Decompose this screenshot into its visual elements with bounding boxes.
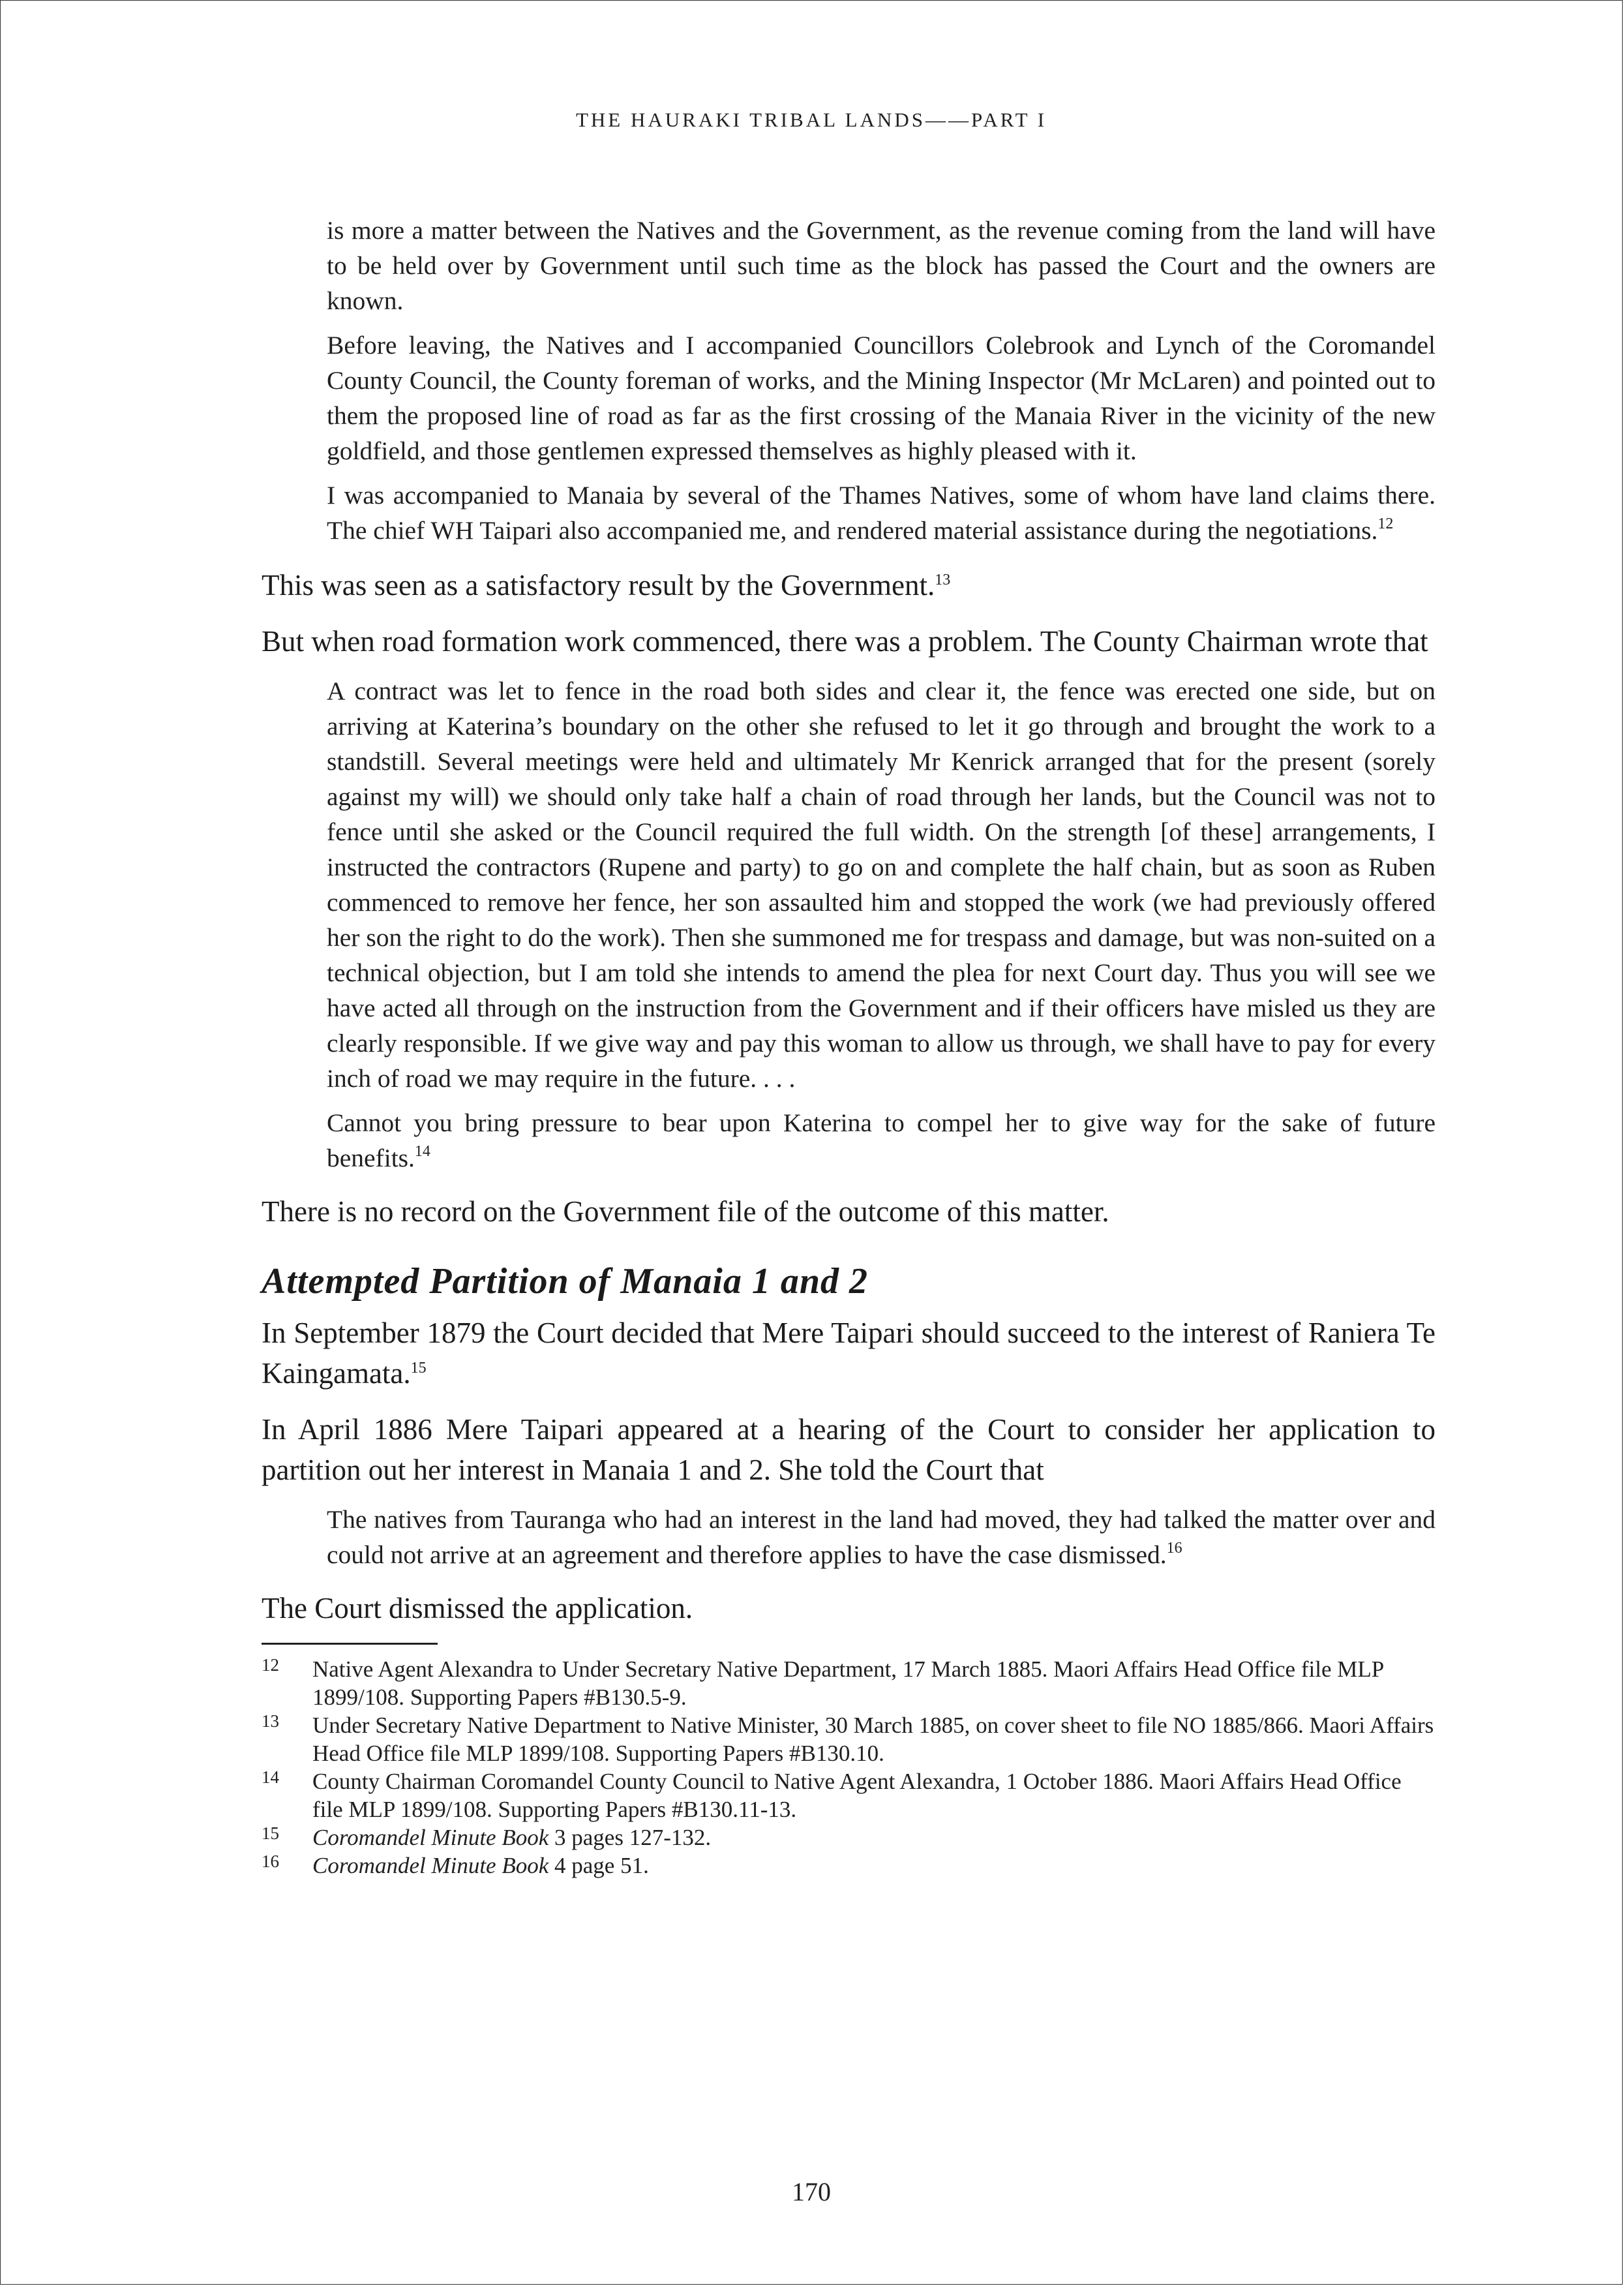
footnote-source-title: Coromandel Minute Book xyxy=(312,1825,549,1850)
footnote xyxy=(262,1767,1436,1823)
footnote-ref[interactable]: 16 xyxy=(1166,1540,1182,1557)
body-text: In April 1886 Mere Taipari appeared at a hearing of the Court to consider her application to partition out her interest in Manaia 1 and 2. She told the Court that xyxy=(262,1413,1436,1486)
footnote xyxy=(262,1852,1436,1880)
block-quote-paragraph xyxy=(327,1105,1436,1176)
footnotes xyxy=(262,1655,1436,1880)
quote-text: Before leaving, the Natives and I accompanied Councillors Colebrook and Lynch of the Coromandel County Council, the County foreman of works, and the Mining Inspector (Mr McLaren) and pointed out to them the proposed line of road as far as the first crossing of the Manaia River in the vicinity of the new goldfield, and those gentlemen expressed themselves as highly pleased with it. xyxy=(327,331,1436,465)
body-paragraph xyxy=(262,565,1436,605)
footnote-text: 3 pages 127-132. xyxy=(549,1825,712,1850)
quote-text: A contract was let to fence in the road both sides and clear it, the fence was erected one side, but on arriving at Katerina’s boundary on the other she refused to let it go through and brought the work to a standstill. Several meetings were held and ultimately Mr Kenrick arranged that for the present (sorely against my will) we should only take half a chain of road through her lands, but the Council was not to fence until she asked or the Council required the full width. On the strength [of these] arrangements, I instructed the contractors (Rupene and party) to go on and complete the half chain, but as soon as Ruben commenced to remove her fence, her son assaulted him and stopped the work (we had previously offered her son the right to do the work). Then she summoned me for trespass and damage, but was non-suited on a technical objection, but I am told she intends to amend the plea for next Court day. Thus you will see we have acted all through on the instruction from the Government and if their officers have misled us they are clearly responsible. If we give way and pay this woman to allow us through, we shall have to pay for every inch of road we may require in the future. . . . xyxy=(327,677,1436,1093)
section-heading: Attempted Partition of Manaia 1 and 2 xyxy=(262,1261,868,1302)
footnote-ref[interactable]: 13 xyxy=(935,572,951,588)
block-quote-paragraph xyxy=(327,213,1436,318)
body-text: But when road formation work commenced, there was a problem. The County Chairman wrote that xyxy=(262,625,1428,658)
running-head: THE HAURAKI TRIBAL LANDS——PART I xyxy=(575,108,1047,131)
footnote xyxy=(262,1711,1436,1767)
block-quote-paragraph xyxy=(327,673,1436,1096)
block-quote-paragraph xyxy=(327,1502,1436,1572)
quote-text: I was accompanied to Manaia by several of the Thames Natives, some of whom have land claims there. The chief WH Taipari also accompanied me, and rendered material assistance during the negotiations. xyxy=(327,481,1436,545)
footnote-ref[interactable]: 12 xyxy=(1377,515,1394,532)
footnote-text: Native Agent Alexandra to Under Secretary Native Department, 17 March 1885. Maori Affairs Head Office file MLP 1899/108. Supporting Papers #B130.5-9. xyxy=(312,1656,1383,1710)
block-quote-paragraph xyxy=(327,328,1436,468)
body-paragraph xyxy=(262,1588,1436,1628)
footnote xyxy=(262,1823,1436,1852)
footnote-number: 14 xyxy=(262,1767,279,1787)
footnote-number: 16 xyxy=(262,1852,279,1871)
footnote-text: County Chairman Coromandel County Council to Native Agent Alexandra, 1 October 1886. Maori Affairs Head Office file MLP 1899/108. Supporting Papers #B130.11-13. xyxy=(312,1769,1402,1822)
footnote-divider xyxy=(262,1643,438,1645)
body-paragraph xyxy=(262,1409,1436,1490)
footnote-source-title: Coromandel Minute Book xyxy=(312,1853,549,1878)
footnote-number: 15 xyxy=(262,1823,279,1843)
footnote-number: 13 xyxy=(262,1711,279,1731)
quote-text: is more a matter between the Natives and the Government, as the revenue coming from the land will have to be held over by Government until such time as the block has passed the Court and the owners are known. xyxy=(327,216,1436,315)
footnote-text: Under Secretary Native Department to Native Minister, 30 March 1885, on cover sheet to file NO 1885/866. Maori Affairs Head Office file MLP 1899/108. Supporting Papers #B130.10. xyxy=(312,1713,1434,1766)
page-content xyxy=(262,213,1436,1880)
quote-text: The natives from Tauranga who had an interest in the land had moved, they had talked the matter over and could not arrive at an agreement and therefore applies to have the case dismissed. xyxy=(327,1505,1436,1569)
page-number: 170 xyxy=(792,2177,831,2206)
quote-text: Cannot you bring pressure to bear upon Katerina to compel her to give way for the sake of future benefits. xyxy=(327,1108,1436,1172)
body-text: There is no record on the Government file of the outcome of this matter. xyxy=(262,1195,1109,1228)
footnote-ref[interactable]: 15 xyxy=(410,1360,427,1377)
block-quote-paragraph xyxy=(327,478,1436,548)
body-paragraph xyxy=(262,1313,1436,1394)
footnote xyxy=(262,1655,1436,1711)
footnote-ref[interactable]: 14 xyxy=(414,1143,430,1160)
body-text: This was seen as a satisfactory result by the Government. xyxy=(262,569,935,602)
body-paragraph xyxy=(262,621,1436,662)
body-text: The Court dismissed the application. xyxy=(262,1592,693,1624)
body-text: In September 1879 the Court decided that Mere Taipari should succeed to the interest of Raniera Te Kaingamata. xyxy=(262,1317,1436,1390)
footnote-number: 12 xyxy=(262,1655,279,1675)
body-paragraph xyxy=(262,1191,1436,1232)
footnote-text: 4 page 51. xyxy=(549,1853,649,1878)
